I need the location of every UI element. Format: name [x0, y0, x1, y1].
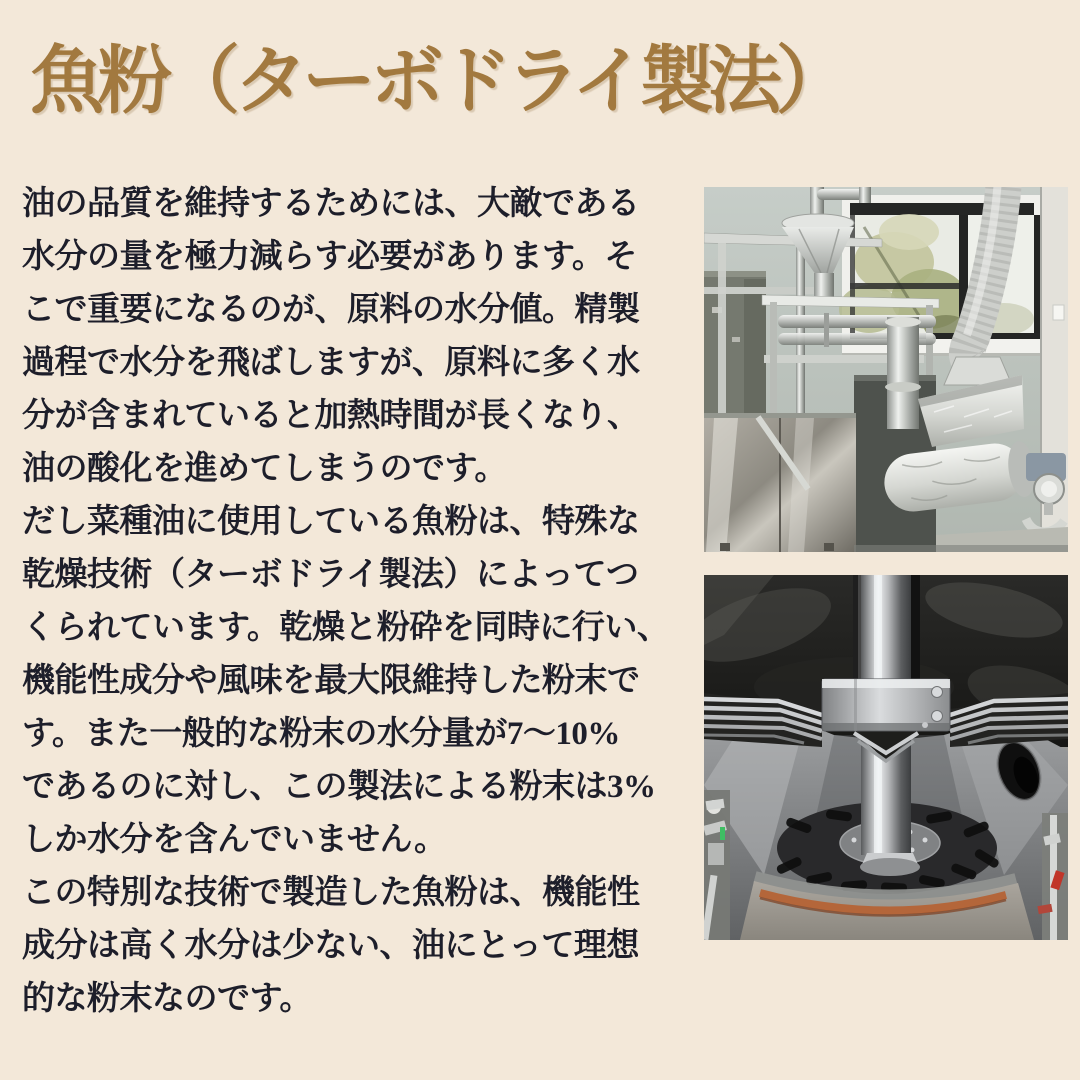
body-line: 分が含まれていると加熱時間が長くなり、 — [22, 398, 640, 434]
body-line: 乾燥技術（ターボドライ製法）によってつ — [22, 557, 639, 593]
body-line: だし菜種油に使用している魚粉は、特殊な — [22, 504, 640, 540]
body-line: 機能性成分や風味を最大限維持した粉末で — [22, 663, 640, 699]
dryer-interior-illustration — [704, 575, 1068, 940]
body-line: 過程で水分を飛ばしますが、原料に多く水 — [22, 345, 640, 381]
body-line: す。また一般的な粉末の水分量が7〜10% — [22, 716, 620, 752]
body-line: しか水分を含んでいません。 — [22, 822, 447, 858]
body-line: この特別な技術で製造した魚粉は、機能性 — [22, 875, 640, 911]
body-line: 成分は高く水分は少ない、油にとって理想 — [22, 928, 639, 964]
photo-factory-equipment — [704, 187, 1068, 552]
body-line: 油の酸化を進めてしまうのです。 — [22, 451, 507, 487]
body-line: 的な粉末なのです。 — [22, 981, 312, 1017]
body-line: であるのに対し、この製法による粉末は3% — [22, 769, 656, 805]
body-line: 油の品質を維持するためには、大敵である — [22, 186, 640, 222]
photo-dryer-interior — [704, 575, 1068, 940]
body-text — [22, 178, 700, 1026]
body-line: 水分の量を極力減らす必要があります。そ — [22, 239, 637, 275]
factory-room-illustration — [704, 187, 1068, 552]
body-line: こで重要になるのが、原料の水分値。精製 — [22, 292, 640, 328]
page-title: 魚粉（ターボドライ製法） — [30, 41, 844, 123]
body-line: くられています。乾燥と粉砕を同時に行い、 — [22, 610, 670, 646]
